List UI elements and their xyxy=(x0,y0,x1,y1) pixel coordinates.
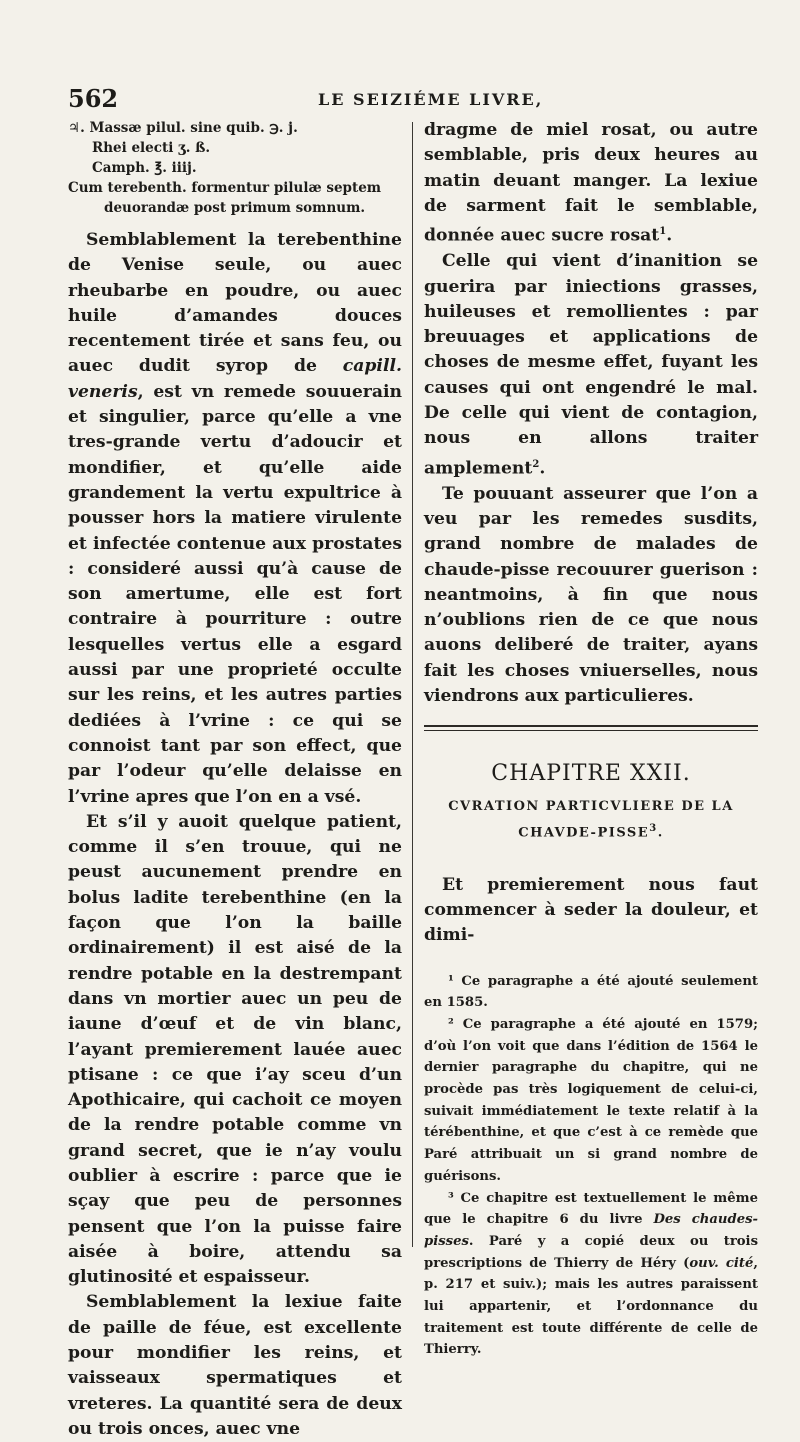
chapter-subtitle-line xyxy=(424,818,758,844)
paragraph-text: Semblablement la terebenthine de Venise seule, ou auec rheubarbe en poudre, ou auec huile d’amandes douces recentement tirée et sans feu, ou auec dudit syrop de xyxy=(68,230,402,377)
footnote-text: . Paré y a copié deux ou trois prescriptions de Thierry de Héry ( xyxy=(424,1233,758,1271)
prescription xyxy=(68,118,402,218)
footnote xyxy=(424,1188,758,1362)
page-number: 562 xyxy=(68,84,119,113)
section-rule xyxy=(424,730,758,731)
footnotes xyxy=(424,971,758,1362)
paragraph xyxy=(424,249,758,481)
paragraph xyxy=(424,118,758,249)
footnote-marker: 2 xyxy=(532,458,540,470)
chapter-subtitle xyxy=(424,796,758,844)
section-rule xyxy=(424,725,758,727)
right-column xyxy=(424,118,758,1361)
paragraph xyxy=(68,228,402,810)
paragraph-italic: capill. veneris xyxy=(68,356,402,402)
footnote: ¹ Ce paragraphe a été ajouté seulement en 1585. xyxy=(424,973,758,1011)
footnote-marker: 1 xyxy=(659,226,667,238)
paragraph: Et premierement nous faut commencer à seder la douleur, et dimi- xyxy=(424,874,758,946)
footnote: ² Ce paragraphe a été ajouté en 1579; d’où l’on voit que dans l’édition de 1564 le dernier paragraphe du chapitre, qui ne procède pas très logiquement de celui-ci, suivait immédiatement le texte relatif à la térébenthine, et que c’est à ce remède que Paré attribuait un si grand nombre de guérisons. xyxy=(424,1016,758,1184)
footnote-italic: ouv. cité xyxy=(689,1255,754,1271)
prescription-line: Cum terebenth. formentur pilulæ septem xyxy=(68,180,382,196)
footnote-text: ³ Ce chapitre est textuellement le même que le chapitre 6 du livre xyxy=(424,1190,758,1228)
paragraph-text: , est vn remede souuerain et singulier, parce qu’elle a vne tres-grande vertu d’adoucir et mondifier, et qu’elle aide grandement la vertu expultrice à pousser hors la matiere virulente et infectée contenue aux prostates : consideré aussi qu’à cause de son amertume, elle est fort contraire à pourriture : outre lesquelles vertus elle a esgard aussi par une proprieté occulte sur les reins, et les autres parties dediées à l’vrine : ce qui se connoist tant par son effect, que par l’odeur qu’elle delaisse en l’vrine apres que l’on en a vsé. xyxy=(68,381,402,807)
chapter-subtitle-text: . xyxy=(657,825,664,841)
footnote-text: , p. 217 et suiv.); mais les autres paraissent lui appartenir, et l’ordonnance du traitement est toute différente de celle de Thierry. xyxy=(424,1255,758,1358)
prescription-line: Camph. ℥. iiij. xyxy=(92,160,197,176)
prescription-line: ♃. Massæ pilul. sine quib. ℈. j. xyxy=(68,120,298,136)
running-title: LE SEIZIÉME LIVRE, xyxy=(318,90,544,109)
paragraph-text: . xyxy=(666,225,673,246)
paragraph-text: . xyxy=(539,458,546,479)
paragraph-text: Celle qui vient d’inanition se guerira par iniections grasses, huileuses et remollientes : par breuuages et applications de choses de mesme effet, fuyant les causes qui ont engendré le mal. De celle qui vient de contagion, nous en allons traiter amplement xyxy=(424,251,758,479)
paragraph: Et s’il y auoit quelque patient, comme il s’en trouue, qui ne peust aucunement prendre en bolus ladite terebenthine (en la façon que l’on la baille ordinairement) il est aisé de la rendre potable en la destrempant dans vn mortier auec un peu de iaune d’œuf et de vin blanc, l’ayant premierement lauée auec ptisane : ce que i’ay sceu d’un Apothicaire, qui cachoit ce moyen de la rendre potable comme vn grand secret, que ie n’ay voulu oublier à escrire : parce que ie sçay que peu de personnes pensent que l’on la puisse faire aisée à boire, attendu sa glutinosité et espaisseur. xyxy=(68,811,402,1288)
footnote-italic: Des chaudes-pisses xyxy=(424,1212,758,1249)
footnote-marker: 3 xyxy=(649,823,658,835)
paragraph: Semblablement la lexiue faite de paille de féue, est excellente pour mondifier les reins, et vaisseaux spermatiques et vreteres. La quantité sera de deux ou trois onces, auec vne xyxy=(68,1292,402,1439)
left-column xyxy=(68,118,402,1442)
paragraph-text: dragme de miel rosat, ou autre semblable, pris deux heures au matin deuant manger. La lexiue de sarment fait le semblable, donnée auec sucre rosat xyxy=(424,120,758,246)
chapter-subtitle-text: CHAVDE-PISSE xyxy=(518,825,650,841)
chapter-subtitle-line: CVRATION PARTICVLIERE DE LA xyxy=(448,799,734,815)
chapter-title: CHAPITRE XXII. xyxy=(491,761,691,787)
paragraph: Te pouuant asseurer que l’on a veu par les remedes susdits, grand nombre de malades de chaude-pisse recouurer guerison : neantmoins, à fin que nous n’oublions rien de ce que nous auons deliberé de traiter, ayans fait les choses vniuerselles, nous viendrons aux particulieres. xyxy=(424,483,758,706)
prescription-line: Rhei electi ʒ. ß. xyxy=(92,140,211,156)
page-header xyxy=(68,84,790,114)
column-divider xyxy=(412,122,413,1247)
prescription-line: deuorandæ post primum somnum. xyxy=(104,200,366,216)
